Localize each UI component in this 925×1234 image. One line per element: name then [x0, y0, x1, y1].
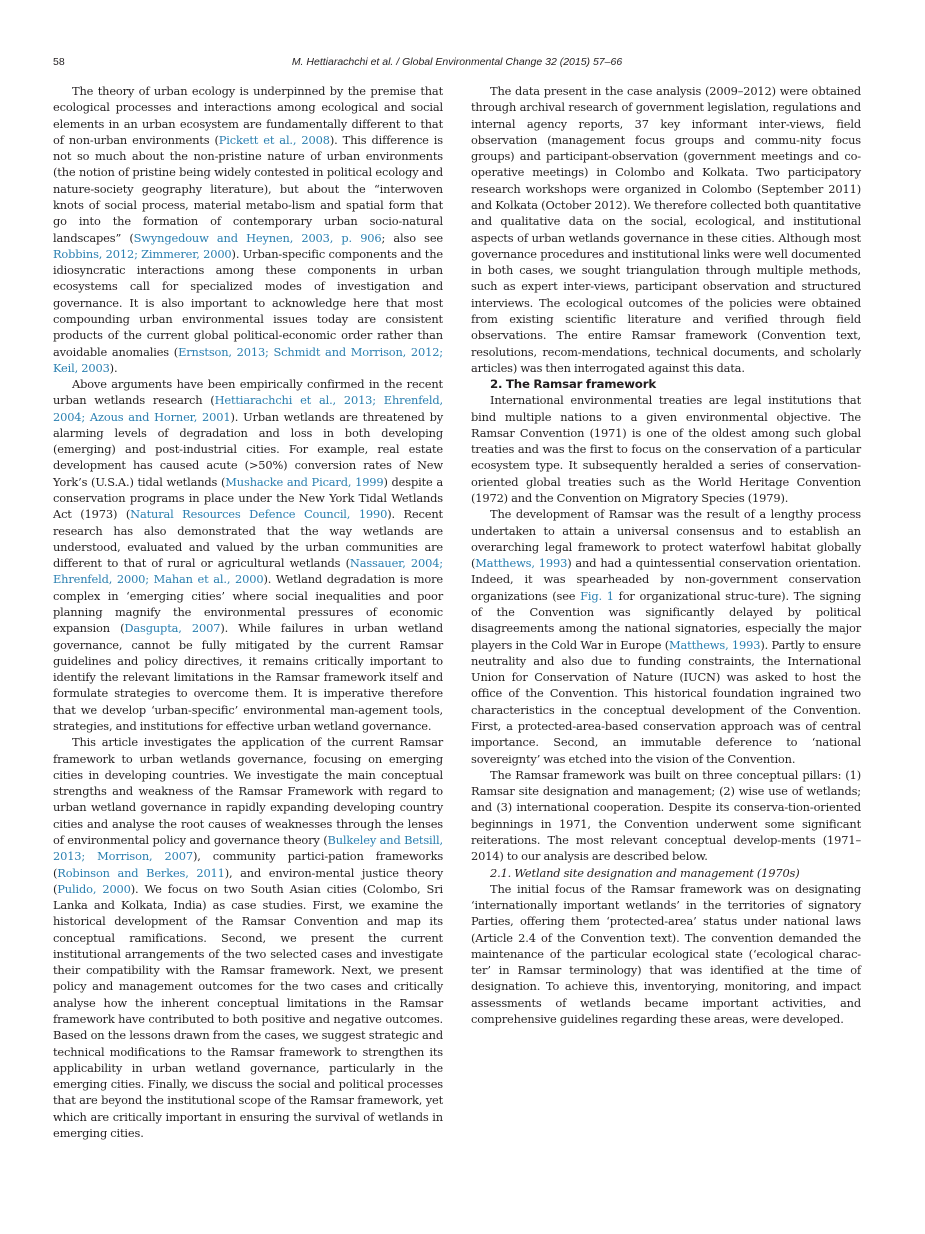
paragraph — [53, 376, 443, 734]
paragraph: The initial focus of the Ramsar framework was on designating ‘internationally important wetlands’ in the territories of signatory Parties, offering them ‘protected-area’ status under national laws (Article 2.4 of the Convention text). The convention demanded the maintenance of the particular ecological state (‘ecological charac-ter’ in Ramsar terminology) that was identified at the time of designation. To achieve this, inventorying, monitoring, and impact assessments of wetlands became important activities, and comprehensive guidelines regarding these areas, were developed. — [471, 881, 861, 1027]
text: ). Wetland degradation is more complex in ‘emerging cities’ where social inequalities and poor planning magnify the environmental pressures of economic expansion ( — [53, 572, 443, 636]
citation-link[interactable]: Matthews, 1993 — [475, 556, 568, 571]
text: ), and environ-mental justice theory ( — [53, 865, 443, 896]
text: ). Partly to ensure neutrality and also due to funding constraints, the International Union for Conservation of Nature (IUCN) was asked to host the office of the Convention. This historical foundation ingrained two characteristics in the conceptual development of the Convention. First, a protected-area-based conservation approach was of central importance. Second, an immutable deference to ‘national sovereignty’ was etched into the vision of the Convention. — [471, 637, 861, 766]
citation-link[interactable]: Dasgupta, 2007 — [124, 621, 221, 636]
citation-link[interactable]: Hettiarachchi et al., 2013; Ehrenfeld, 2004; Azous and Horner, 2001 — [53, 393, 443, 424]
running-head: M. Hettiarachchi et al. / Global Environmental Change 32 (2015) 57–66 — [291, 56, 623, 68]
text: ; also see — [381, 230, 444, 245]
citation-link[interactable]: Nassauer, 2004; Ehrenfeld, 2000; Mahan et al., 2000 — [53, 556, 443, 587]
citation-link[interactable]: Robbins, 2012; Zimmerer, 2000 — [53, 246, 232, 261]
text: ), community partici-pation frameworks ( — [53, 849, 444, 880]
citation-link[interactable]: Ernstson, 2013; Schmidt and Morrison, 2012; Keil, 2003 — [53, 344, 443, 375]
citation-link[interactable]: Natural Resources Defence Council, 1990 — [130, 507, 388, 522]
paragraph — [53, 734, 443, 1141]
text: The development of Ramsar was the result of a lengthy process undertaken to attain a universal consensus and to establish an overarching legal framework to protect waterfowl habitat globally ( — [471, 507, 861, 571]
citation-link[interactable]: Matthews, 1993 — [669, 637, 761, 652]
text: ). This difference is not so much about the non-pristine nature of urban environments (the notion of pristine being widely contested in political ecology and nature-society geography literature), but about the “interwoven knots of social process, material metabo-lism and spatial form that go into the formation of contemporary urban socio-natural landscapes” ( — [53, 132, 444, 245]
text: This article investigates the application of the current Ramsar framework to urban wetlands governance, focusing on emerging cities in developing countries. We investigate the main conceptual strengths and weakness of the Ramsar Framework with regard to urban wetland governance in rapidly expanding developing country cities and analyse the root causes of weaknesses through the lenses of environmental policy and governance theory ( — [53, 735, 443, 847]
figure-link[interactable]: Fig. 1 — [580, 588, 614, 603]
citation-link[interactable]: Pulido, 2000 — [57, 881, 131, 896]
citation-link[interactable]: Swyngedouw and Heynen, 2003, p. 906 — [133, 230, 382, 245]
text: ) and had a quintessential conservation orientation. Indeed, it was spearheaded by non-government conservation organizations (see — [471, 556, 861, 603]
page-header — [53, 56, 861, 70]
citation-link[interactable]: Mushacke and Picard, 1999 — [225, 474, 384, 489]
page-number: 58 — [53, 56, 65, 68]
left-column — [53, 83, 443, 1141]
text: ). — [109, 360, 118, 375]
text: ). Recent research has also demonstrated that the way wetlands are understood, evaluated and valued by the urban communities are different to that of rural or agricultural wetlands ( — [53, 507, 443, 571]
paragraph: The Ramsar framework was built on three conceptual pillars: (1) Ramsar site designation and management; (2) wise use of wetlands; and (3) international cooperation. Despite its conserva-tion-oriented beginnings in 1971, the Convention underwent some significant reiterations. The most relevant conceptual develop-ments (1971–2014) to our analysis are described below. — [471, 767, 861, 864]
section-heading: 2. The Ramsar framework — [490, 377, 656, 392]
paragraph — [471, 506, 861, 767]
citation-link[interactable]: Bulkeley and Betsill, 2013; Morrison, 2007 — [53, 832, 443, 864]
citation-link[interactable]: Robinson and Berkes, 2011 — [57, 865, 225, 880]
text: ). We focus on two South Asian cities (Colombo, Sri Lanka and Kolkata, India) as case studies. First, we examine the historical development of the Ramsar Convention and map its conceptual ramifications. Second, we present the current institutional arrangements of the two selected cases and investigate their compatibility with the Ramsar framework. Next, we present policy and management outcomes for the two cases and critically analyse how the inherent conceptual limitations in the Ramsar framework have contributed to both positive and negative outcomes. Based on the lessons drawn from the cases, we suggest strategic and technical modifications to the Ramsar framework to strengthen its applicability in urban wetland governance, particularly in the emerging cities. Finally, we discuss the social and political processes that are beyond the institutional scope of the Ramsar framework, yet which are critically important in ensuring the survival of wetlands in emerging cities. — [53, 881, 443, 1140]
text: ) despite a conservation programs in place under the New York Tidal Wetlands Act (1973) ( — [53, 474, 443, 522]
paragraph: The data present in the case analysis (2009–2012) were obtained through archival research of government legislation, regulations and internal agency reports, 37 key informant inter-views, field observation (management focus groups and commu-nity focus groups) and participant-observation (government meetings and co-operative meetings) in Colombo and Kolkata. Two participatory research workshops were organized in Colombo (September 2011) and Kolkata (October 2012). We therefore collected both quantitative and qualitative data on the social, ecological, and institutional aspects of urban wetlands governance in these cities. Although most governance procedures and institutional links were well documented in both cases, we sought triangulation through multiple methods, such as expert inter-views, participant observation and structured interviews. The ecological outcomes of the policies were obtained from existing scientific literature and verified through field observations. The entire Ramsar framework (Convention text, resolutions, recom-mendations, technical documents, and scholarly articles) was then interrogated against this data. — [471, 84, 861, 375]
text: Above arguments have been empirically confirmed in the recent urban wetlands research ( — [53, 377, 443, 408]
text: The theory of urban ecology is underpinned by the premise that ecological processes and interactions among ecological and social elements in an urban ecosystem are fundamentally different to that of non-urban environments ( — [53, 84, 443, 147]
citation-link[interactable]: Pickett et al., 2008 — [218, 132, 330, 147]
text: ). While failures in urban wetland governance, cannot be fully mitigated by the current Ramsar guidelines and policy directives, it remains critically important to identify the relevant limitations in the Ramsar framework itself and formulate strategies to overcome them. It is imperative therefore that we develop ‘urban-specific’ environmental man-agement tools, strategies, and institutions for effective urban wetland governance. — [53, 621, 443, 733]
right-column — [471, 83, 861, 1027]
paragraph: International environmental treaties are legal institutions that bind multiple nations to a given environmental objective. The Ramsar Convention (1971) is one of the oldest among such global treaties and was the first to focus on the conservation of a particular ecosystem type. It subsequently heralded a series of conservation-oriented global treaties such as the World Heritage Convention (1972) and the Convention on Migratory Species (1979). — [471, 393, 861, 506]
text: ). Urban-specific components and the idiosyncratic interactions among these components in urban ecosystems call for specialized modes of investigation and governance. It is also important to acknowledge here that most compounding urban environmental issues today are consistent products of the current global political-economic order rather than avoidable anomalies ( — [53, 246, 443, 359]
text: for organizational struc-ture). The signing of the Convention was significantly delayed by political disagreements among the national signatories, especially the major players in the Cold War in Europe ( — [471, 588, 861, 652]
paragraph — [53, 83, 443, 376]
subsection-heading: 2.1. Wetland site designation and management (1970s) — [490, 865, 800, 880]
text: ). Urban wetlands are threatened by alarming levels of degradation and loss in both developing (emerging) and post-industrial cities. For example, real estate development has caused acute (>50%) conversion rates of New York’s (U.S.A.) tidal wetlands ( — [53, 409, 444, 489]
